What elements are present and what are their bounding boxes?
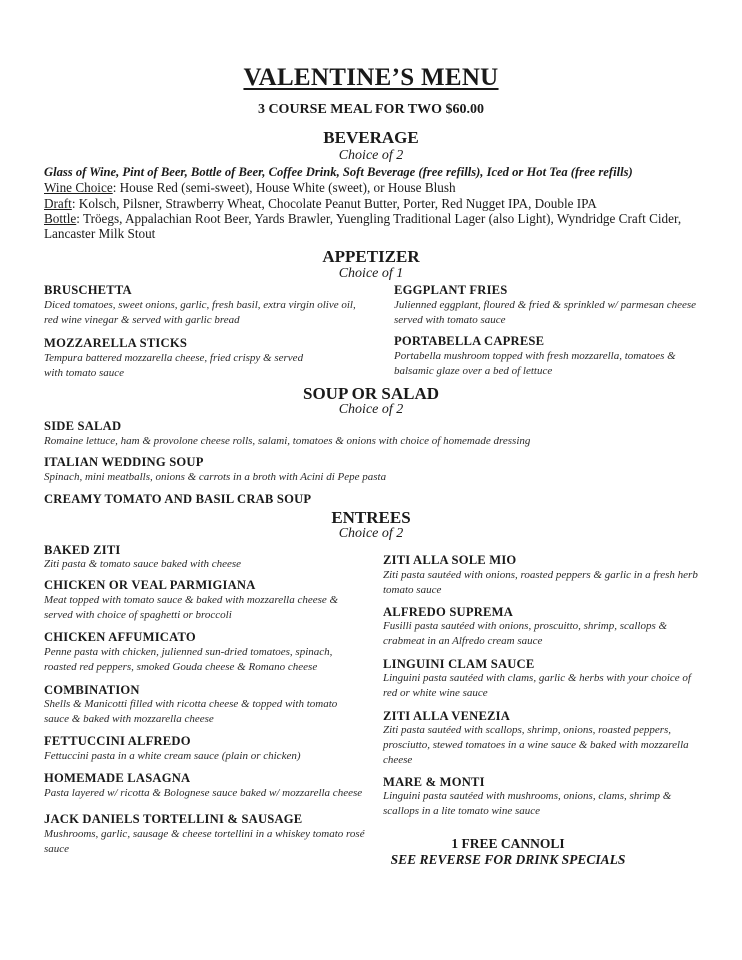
menu-item-desc: Fettuccini pasta in a white cream sauce (plain or chicken) — [44, 750, 301, 762]
menu-item-desc: Meat topped with tomato sauce & baked with mozzarella cheese & served with choice of spaghetti or broccoli — [44, 594, 339, 621]
menu-item-name: BAKED ZITI — [44, 543, 121, 557]
menu-item-name: MARE & MONTI — [383, 775, 485, 789]
beverage-options: Glass of Wine, Pint of Beer, Bottle of Beer, Coffee Drink, Soft Beverage (free refills), Iced or Hot Tea (free refills) — [44, 165, 633, 179]
menu-item-name: LINGUINI CLAM SAUCE — [383, 657, 535, 671]
menu-item-name: ITALIAN WEDDING SOUP — [44, 455, 204, 469]
menu-item-desc: Mushrooms, garlic, sausage & cheese tortellini in a whiskey tomato rosé sauce — [44, 828, 365, 855]
bottle-text: : Tröegs, Appalachian Root Beer, Yards Brawler, Yuengling Traditional Lager (also Light), Wyndridge Craft Cider, — [76, 211, 682, 226]
entrees-choice: Choice of 2 — [338, 526, 404, 541]
draft-label: Draft — [44, 196, 72, 211]
soup-salad-heading: SOUP OR SALAD — [302, 384, 440, 403]
menu-item-name: JACK DANIELS TORTELLINI & SAUSAGE — [44, 812, 303, 826]
menu-item-name: CHICKEN AFFUMICATO — [44, 630, 196, 644]
menu-item-name: ALFREDO SUPREMA — [383, 605, 513, 619]
menu-item-desc: Julienned eggplant, floured & fried & sprinkled w/ parmesan cheese served with tomato sauce — [394, 299, 697, 326]
menu-item-desc: Diced tomatoes, sweet onions, garlic, fresh basil, extra virgin olive oil, red wine vinegar & served with garlic bread — [44, 299, 356, 326]
menu-item-name: FETTUCCINI ALFREDO — [44, 734, 191, 748]
menu-item-name: CREAMY TOMATO AND BASIL CRAB SOUP — [44, 492, 312, 506]
bottle-line — [44, 211, 724, 227]
menu-item-desc: Linguini pasta sautéed with clams, garlic & herbs with your choice of red or white wine sauce — [383, 672, 691, 699]
beverage-heading: BEVERAGE — [323, 128, 419, 147]
menu-item-name: CHICKEN OR VEAL PARMIGIANA — [44, 578, 256, 592]
menu-item-desc: Ziti pasta & tomato sauce baked with cheese — [44, 558, 242, 570]
menu-item-desc: Tempura battered mozzarella cheese, fried crispy & served with tomato sauce — [44, 352, 304, 379]
menu-item-desc: Romaine lettuce, ham & provolone cheese rolls, salami, tomatoes & onions with choice of homemade dressing — [44, 435, 531, 447]
appetizer-heading: APPETIZER — [322, 247, 420, 266]
menu-subtitle: 3 COURSE MEAL FOR TWO $60.00 — [257, 102, 485, 117]
menu-item-desc: Shells & Manicotti filled with ricotta cheese & topped with tomato sauce & baked with mozzarella cheese — [44, 698, 338, 725]
menu-item-desc: Penne pasta with chicken, julienned sun-dried tomatoes, spinach, roasted red peppers, smoked Gouda cheese & Romano cheese — [44, 646, 333, 673]
menu-item-desc: Portabella mushroom topped with fresh mozzarella, tomatoes & balsamic glaze over a bed of lettuce — [394, 350, 676, 377]
menu-item-desc: Ziti pasta sautéed with scallops, shrimp, onions, roasted peppers, prosciutto, stewed tomatoes in a wine sauce & baked with mozzarella cheese — [383, 724, 689, 766]
wine-choice-line — [44, 180, 724, 196]
menu-item-name: MOZZARELLA STICKS — [44, 336, 188, 350]
beverage-choice: Choice of 2 — [338, 148, 404, 163]
menu-item-desc: Spinach, mini meatballs, onions & carrots in a broth with Acini di Pepe pasta — [44, 471, 387, 483]
wine-choice-label: Wine Choice — [44, 180, 113, 195]
bottle-line-2: Lancaster Milk Stout — [44, 226, 156, 241]
wine-choice-text: : House Red (semi-sweet), House White (sweet), or House Blush — [112, 180, 456, 195]
menu-item-name: ZITI ALLA VENEZIA — [383, 709, 511, 723]
appetizer-choice: Choice of 1 — [338, 266, 404, 281]
menu-item-name: PORTABELLA CAPRESE — [394, 334, 545, 348]
menu-item-name: COMBINATION — [44, 683, 140, 697]
entrees-heading: ENTREES — [331, 508, 411, 527]
menu-item-desc: Pasta layered w/ ricotta & Bolognese sauce baked w/ mozzarella cheese — [44, 787, 363, 799]
menu-item-desc: Fusilli pasta sautéed with onions, proscuitto, shrimp, scallops & crabmeat in an Alfredo cream sauce — [383, 620, 668, 647]
menu-item-name: SIDE SALAD — [44, 419, 122, 433]
draft-text: : Kolsch, Pilsner, Strawberry Wheat, Chocolate Peanut Butter, Porter, Red Nugget IPA, Double IPA — [71, 196, 597, 211]
free-cannoli-note: 1 FREE CANNOLI — [451, 836, 565, 851]
soup-salad-choice: Choice of 2 — [338, 402, 404, 417]
menu-title: VALENTINE’S MENU — [243, 64, 499, 91]
bottle-label: Bottle — [44, 211, 77, 226]
menu-item-name: EGGPLANT FRIES — [394, 283, 508, 297]
draft-line — [44, 196, 724, 212]
menu-item-name: HOMEMADE LASAGNA — [44, 771, 191, 785]
drink-specials-note: SEE REVERSE FOR DRINK SPECIALS — [390, 852, 626, 867]
menu-item-name: BRUSCHETTA — [44, 283, 132, 297]
menu-item-name: ZITI ALLA SOLE MIO — [383, 553, 517, 567]
menu-item-desc: Linguini pasta sautéed with mushrooms, onions, clams, shrimp & scallops in a lite tomato wine sauce — [383, 790, 672, 817]
menu-item-desc: Ziti pasta sautéed with onions, roasted peppers & garlic in a fresh herb tomato sauce — [383, 569, 698, 596]
